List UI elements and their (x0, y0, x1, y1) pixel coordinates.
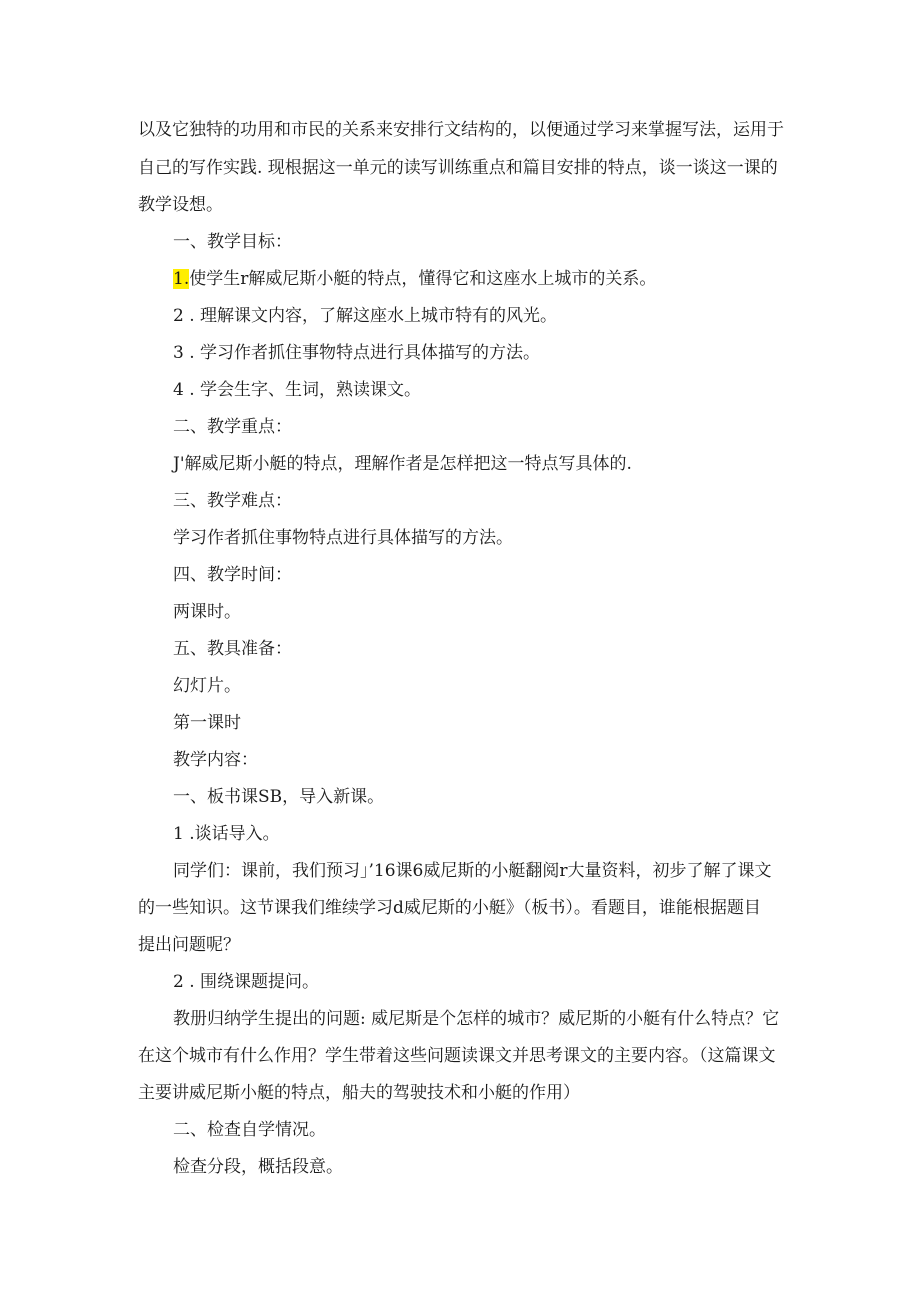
tools-text: 幻灯片。 (173, 676, 241, 696)
goals-heading: 一、教学目标： (173, 232, 292, 252)
goal-item-3: 3 . 学习作者抓住事物特点进行具体描写的方法。 (173, 343, 541, 363)
intro-line-2: 自己的写作实践. 现根据这一单元的读写训练重点和篇目安排的特点，谈一谈这一课的 (138, 158, 778, 178)
goal-item-1 (173, 262, 656, 297)
difficulty-heading: 三、教学难点： (173, 491, 292, 511)
goal-item-4: 4 . 学会生字、生词，熟读课文。 (173, 380, 422, 400)
paragraph-1-line-2: 的一些知识。这节课我们维续学习d威尼斯的小艇》（板书）。看题目，谁能根据题目 (138, 898, 761, 918)
lesson1-step1-1: 1 .谈话导入。 (173, 824, 280, 844)
paragraph-2-line-1: 教册归纳学生提出的问题: 威尼斯是个怎样的城市？威尼斯的小艇有什么特点？它 (173, 1009, 780, 1029)
paragraph-1-line-3: 提出问题呢？ (138, 935, 240, 955)
lesson1-step2-text: 检查分段，概括段意。 (173, 1157, 343, 1177)
lesson1-step2: 二、检查自学情况。 (173, 1120, 326, 1140)
difficulty-text: 学习作者抓住事物特点进行具体描写的方法。 (173, 528, 513, 548)
lesson1-title: 第一课时 (173, 713, 241, 733)
intro-line-3: 教学设想。 (138, 195, 223, 215)
intro-line-1: 以及它独特的功用和市民的关系来安排行文结构的，以便通过学习来掌握写法，运用于 (138, 120, 784, 140)
goal-item-2: 2 . 理解课文内容，了解这座水上城市特有的风光。 (173, 306, 558, 326)
time-text: 两课时。 (173, 602, 241, 622)
time-heading: 四、教学时间： (173, 565, 292, 585)
lesson1-content-label: 教学内容： (173, 750, 258, 770)
paragraph-2-line-2: 在这个城市有什么作用？学生带着这些问题读课文并思考课文的主要内容。（这篇课文 (138, 1046, 776, 1066)
keypoint-text: J'解威尼斯小艇的特点，理解作者是怎样把这一特点写具体的. (173, 454, 632, 474)
goal-item-1-number: 1. (173, 269, 190, 289)
keypoint-heading: 二、教学重点： (173, 417, 292, 437)
paragraph-1-line-1: 同学们：课前，我们预习」’16课6威尼斯的小艇翻阅r大量资料，初步了解了课文 (173, 861, 772, 881)
tools-heading: 五、教具准备： (173, 639, 292, 659)
lesson1-step1: 一、板书课SB，导入新课。 (173, 787, 385, 807)
goal-item-1-text: 使学生r解威尼斯小艇的特点，懂得它和这座水上城市的关系。 (189, 269, 657, 289)
paragraph-2-line-3: 主要讲威尼斯小艇的特点，船夫的驾驶技术和小艇的作用） (138, 1083, 580, 1103)
lesson1-step1-2: 2 . 围绕课题提问。 (173, 972, 320, 992)
